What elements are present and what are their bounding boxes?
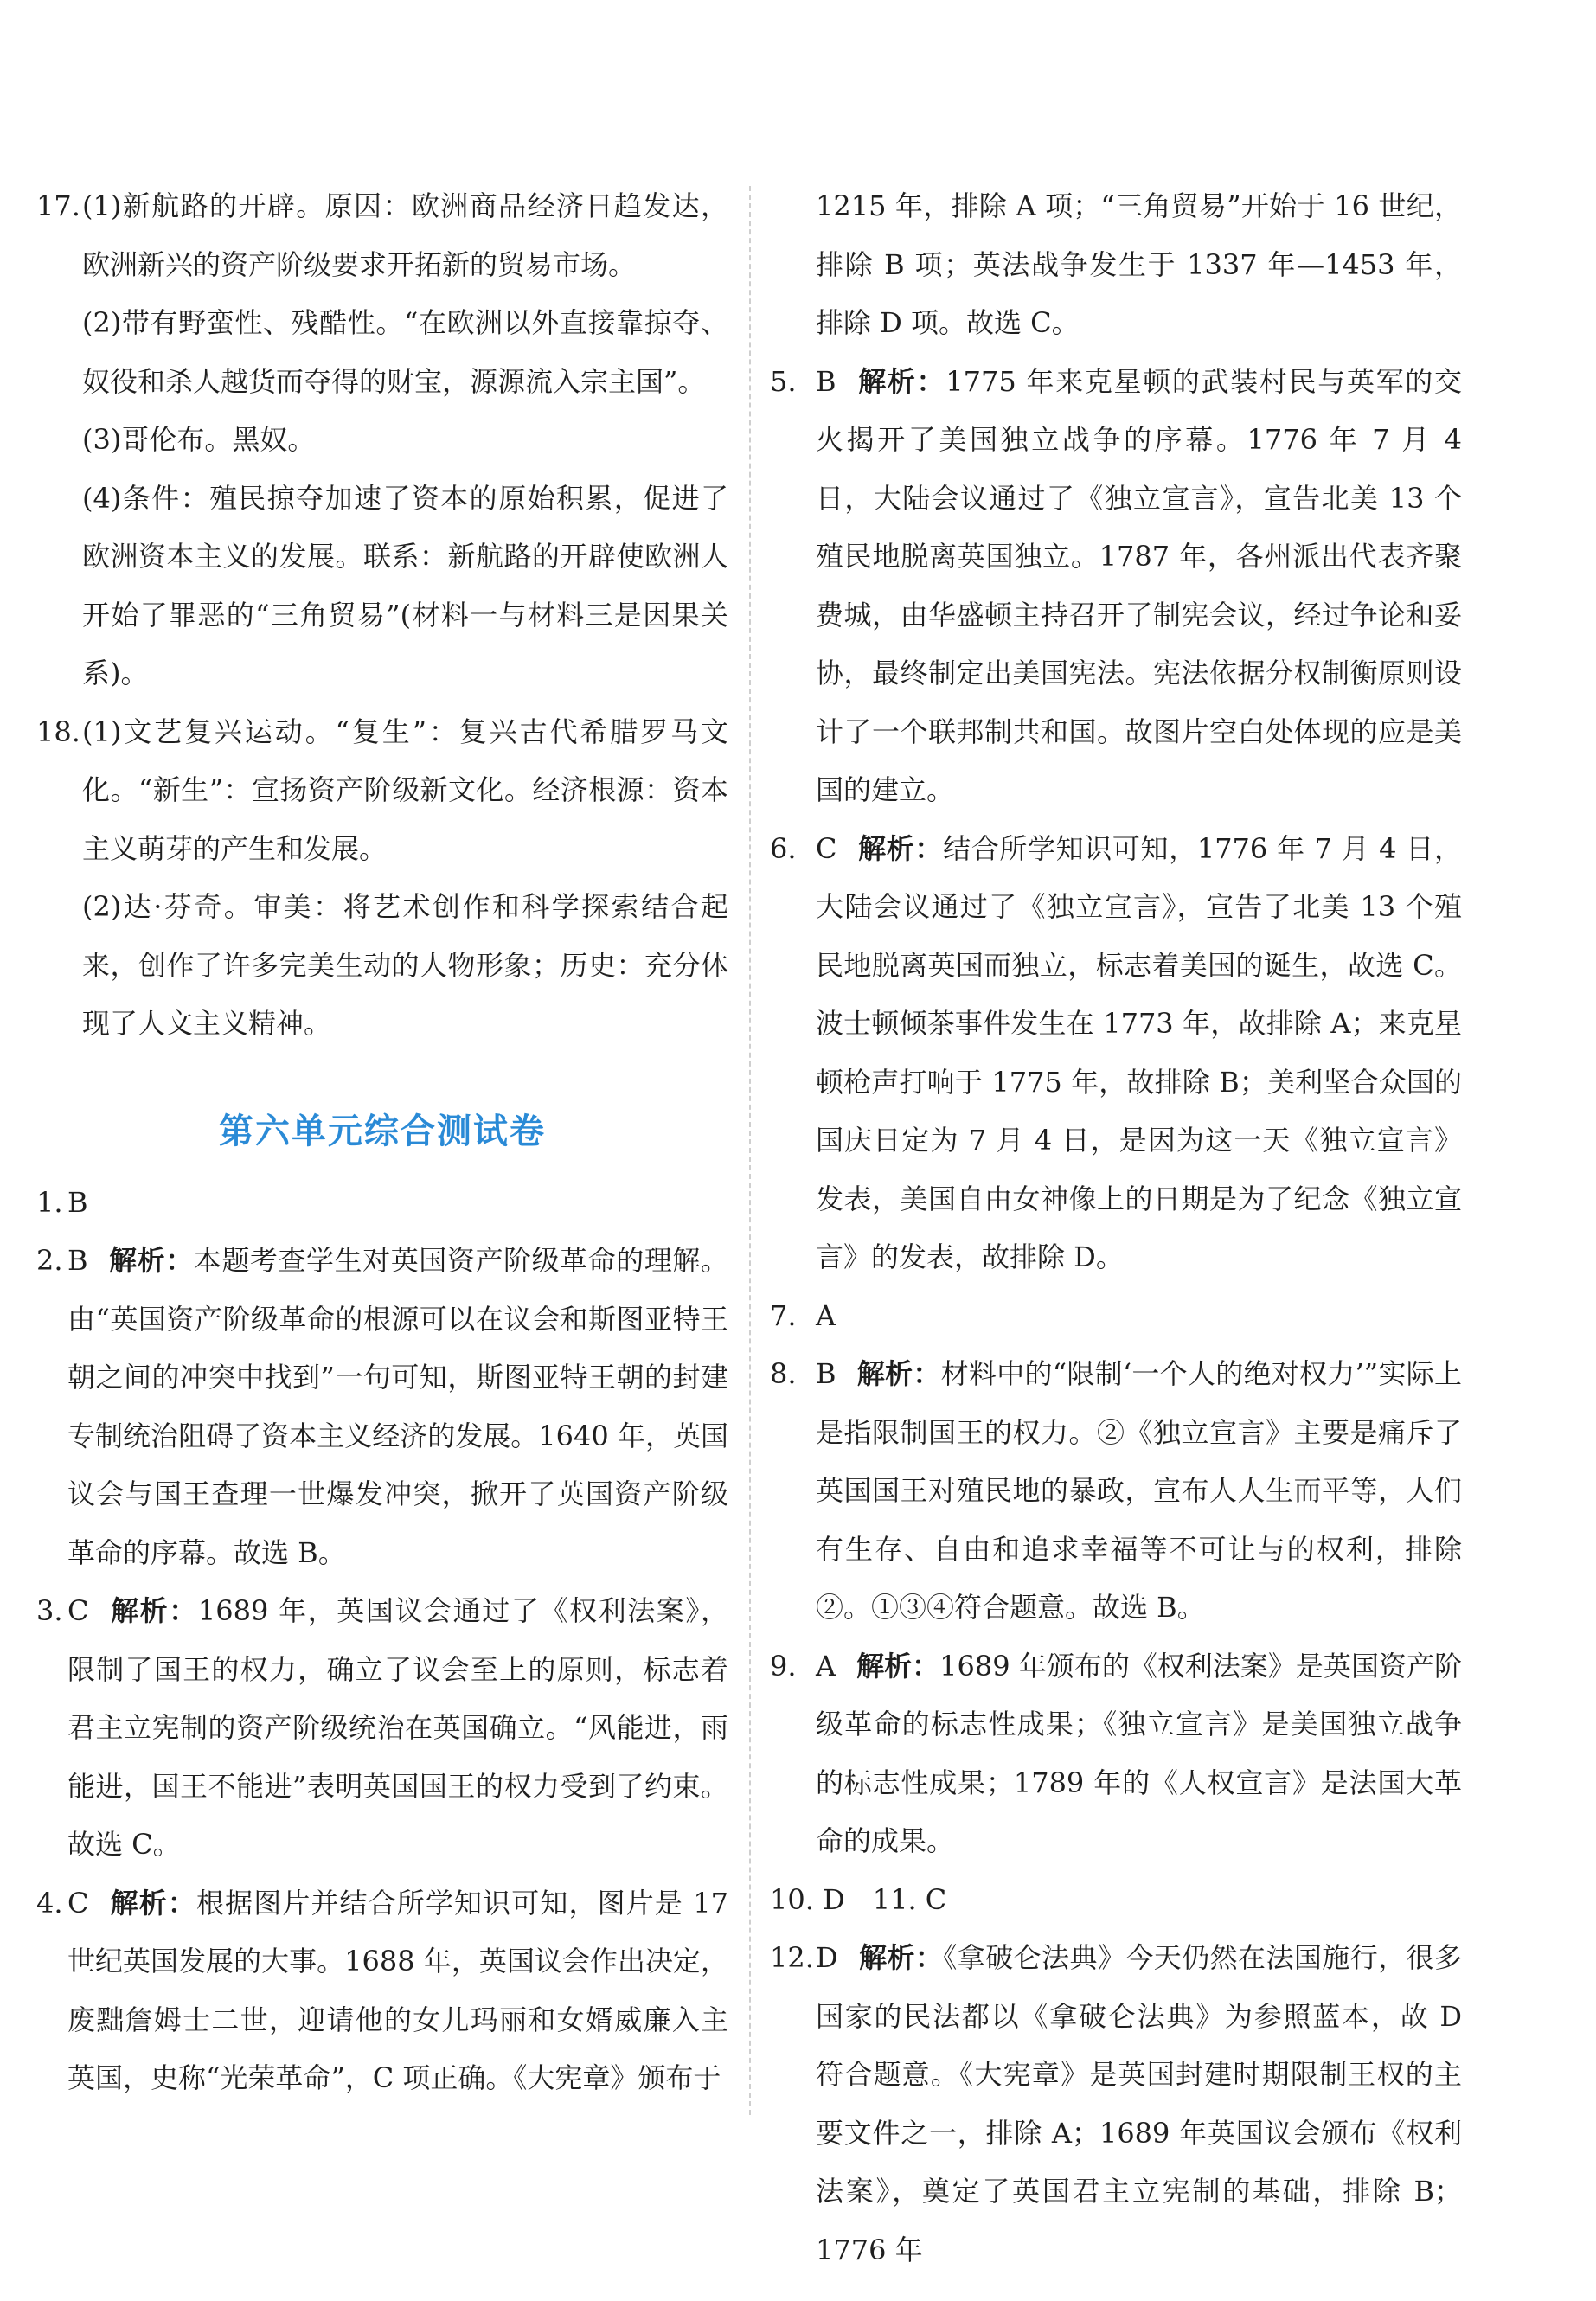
question-2 [36,1232,728,1582]
answer-part-1: (1)新航路的开辟。原因：欧洲商品经济日趋发达，欧洲新兴的资产阶级要求开拓新的贸易市场。 [82,189,728,281]
analysis-text: 本题考查学生对英国资产阶级革命的理解。由“英国资产阶级革命的根源可以在议会和斯图亚特王朝之间的冲突中找到”一句可知，斯图亚特王朝的封建专制统治阻碍了资本主义经济的发展。1640 年，英国议会与国王查理一世爆发冲突，掀开了英国资产阶级革命的序幕。故选 B。 [67,1244,728,1569]
questions-10-11 [770,1871,1462,1930]
section-title: 第六单元综合测试卷 [219,1111,546,1151]
answer-letter: B [67,1185,88,1219]
right-column [770,177,1462,2279]
answer-letter: B [67,1244,88,1277]
question-number: 5. [770,364,797,398]
analysis-label: 解析： [856,364,946,398]
question-12 [770,1929,1462,2279]
question-8 [770,1345,1462,1638]
question-17 [36,177,728,703]
question-7 [770,1287,1462,1346]
answer-part-2: (2)带有野蛮性、残酷性。“在欧洲以外直接靠掠夺、奴役和杀人越货而夺得的财宝，源源流入宗主国”。 [82,306,728,398]
question-number: 18. [36,715,80,748]
left-column [36,177,728,2108]
analysis-label: 解析： [858,1941,944,1974]
question-1 [36,1174,728,1233]
answer-line: 10. D 11. C [770,1882,947,1916]
question-6 [770,820,1462,1287]
question-number: 2. [36,1244,63,1277]
answer-part-3: (3)哥伦布。黑奴。 [82,423,316,456]
analysis-text: 《拿破仑法典》今天仍然在法国施行，很多国家的民法都以《拿破仑法典》为参照蓝本，故 D 符合题意。《大宪章》是英国封建时期限制王权的主要文件之一，排除 A；1689 年英国议会颁布《权利法案》，奠定了英国君主立宪制的基础，排除 B；1776 年 [816,1941,1462,2266]
answer-letter: B [816,364,836,398]
answer-letter: D [816,1941,838,1974]
question-4 [36,1875,728,2108]
answer-part-2: (2)达·芬奇。审美：将艺术创作和科学探索结合起来，创作了许多完美生动的人物形象；历史：充分体现了人文主义精神。 [82,890,728,1040]
analysis-text: 结合所学知识可知，1776 年 7 月 4 日，大陆会议通过了《独立宣言》，宣告了北美 13 个殖民地脱离英国而独立，标志着美国的诞生，故选 C。波士顿倾茶事件发生在 1773 年，故排除 A；来克星顿枪声打响于 1775 年，故排除 B；美利坚合众国的国庆日定为 7 月 4 日，是因为这一天《独立宣言》发表，美国自由女神像上的日期是为了纪念《独立宣言》的发表，故排除 D。 [816,831,1462,1273]
analysis-text: 1689 年颁布的《权利法案》是英国资产阶级革命的标志性成果；《独立宣言》是美国独立战争的标志性成果；1789 年的《人权宣言》是法国大革命的成果。 [816,1649,1462,1857]
question-number: 8. [770,1357,797,1390]
analysis-text: 1775 年来克星顿的武装村民与英军的交火揭开了美国独立战争的序幕。1776 年 7 月 4 日，大陆会议通过了《独立宣言》，宣告北美 13 个殖民地脱离英国独立。1787 年，各州派出代表齐聚费城，由华盛顿主持召开了制宪会议，经过争论和妥协，最终制定出美国宪法。宪法依据分权制衡原则设计了一个联邦制共和国。故图片空白处体现的应是美国的建立。 [816,364,1462,806]
question-3 [36,1582,728,1875]
question-number: 6. [770,831,797,865]
answer-letter: C [67,1886,89,1920]
question-number: 4. [36,1886,63,1920]
question-number: 1. [36,1185,63,1219]
analysis-label: 解析： [109,1886,196,1920]
question-18 [36,703,728,1054]
answer-letter: C [67,1594,89,1627]
analysis-label: 解析： [109,1594,198,1627]
column-divider [749,186,751,2115]
answer-letter: A [816,1649,836,1682]
question-number: 12. [770,1941,814,1974]
answer-letter: B [816,1357,836,1390]
question-5 [770,353,1462,820]
analysis-text: 材料中的“限制‘一个人的绝对权力’”实际上是指限制国王的权力。②《独立宣言》主要是痛斥了英国国王对殖民地的暴政，宣布人人生而平等，人们有生存、自由和追求幸福等不可让与的权利，排除②。①③④符合题意。故选 B。 [816,1357,1462,1624]
answer-part-4: (4)条件：殖民掠夺加速了资本的原始积累，促进了欧洲资本主义的发展。联系：新航路的开辟使欧洲人开始了罪恶的“三角贸易”(材料一与材料三是因果关系)。 [82,481,728,689]
question-number: 7. [770,1298,797,1332]
answer-letter: A [816,1298,836,1332]
analysis-text: 1689 年，英国议会通过了《权利法案》，限制了国王的权力，确立了议会至上的原则，标志着君主立宪制的资产阶级统治在英国确立。“风能进，雨能进，国王不能进”表明英国国王的权力受到了约束。故选 C。 [67,1594,728,1861]
question-number: 9. [770,1649,797,1682]
analysis-label: 解析： [108,1244,194,1277]
answer-part-1: (1)文艺复兴运动。“复生”：复兴古代希腊罗马文化。“新生”：宣扬资产阶级新文化。经济根源：资本主义萌芽的产生和发展。 [82,715,728,865]
question-4-continued [770,177,1462,353]
analysis-label: 解析： [856,1649,940,1682]
question-9 [770,1638,1462,1871]
answer-letter: C [816,831,837,865]
question-number: 3. [36,1594,63,1627]
question-number: 17. [36,189,80,222]
analysis-label: 解析： [856,1357,941,1390]
analysis-label: 解析： [857,831,944,865]
analysis-text: 根据图片并结合所学知识可知，图片是 17 世纪英国发展的大事。1688 年，英国议会作出决定，废黜詹姆士二世，迎请他的女儿玛丽和女婿威廉入主英国，史称“光荣革命”，C 项正确。《大宪章》颁布于 [67,1886,728,2094]
analysis-text: 1215 年，排除 A 项；“三角贸易”开始于 16 世纪，排除 B 项；英法战争发生于 1337 年—1453 年，排除 D 项。故选 C。 [816,189,1462,339]
